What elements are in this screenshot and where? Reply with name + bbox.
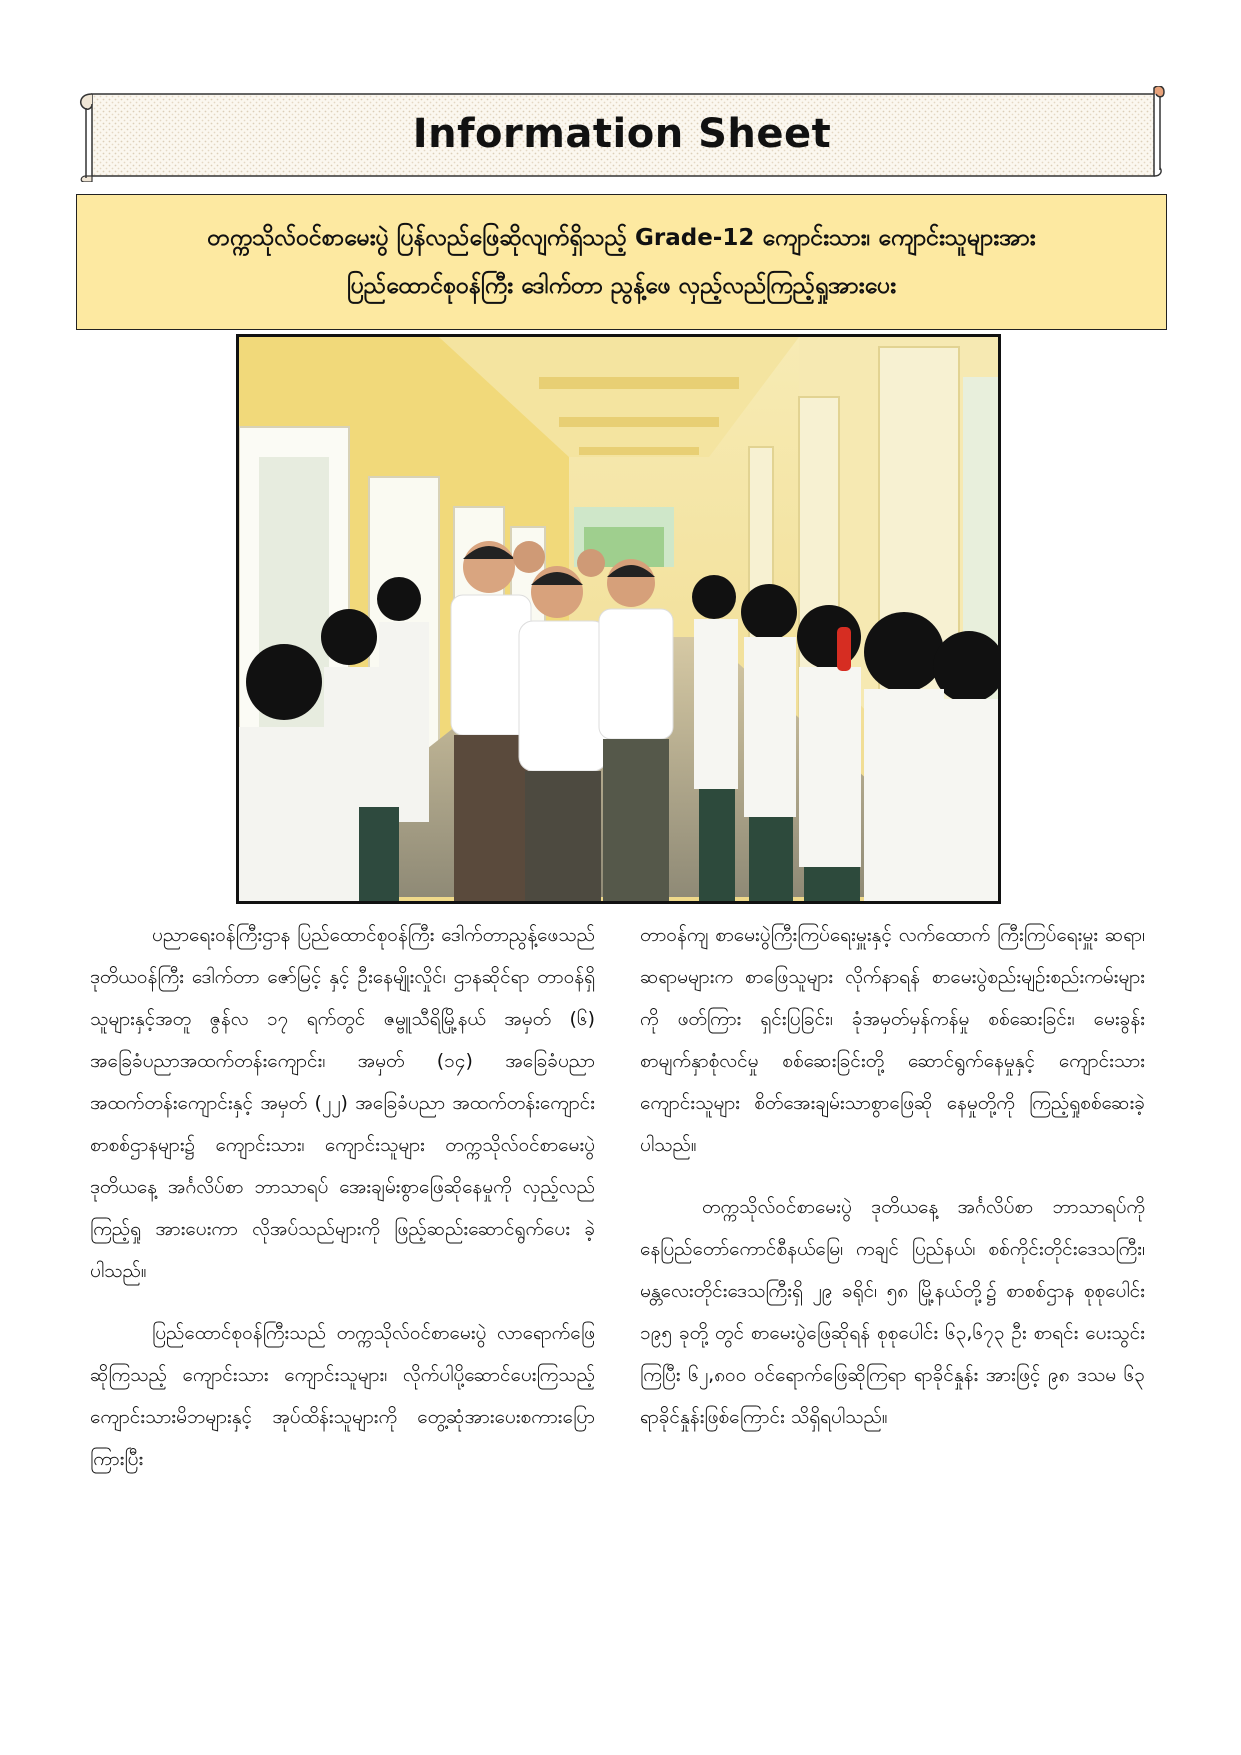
article-column-right [640, 914, 1145, 1458]
headline-line-2: ပြည်ထောင်စုဝန်ကြီး ဒေါက်တာ ညွန့်ဖေ လှည့်လည်ကြည့်ရှုအားပေး [346, 273, 897, 299]
article-column-left [90, 914, 595, 1500]
article-paragraph: တာဝန်ကျ စာမေးပွဲကြီးကြပ်ရေးမှူးနှင့် လက်ထောက် ကြီးကြပ်ရေးမှူး ဆရာ၊ ဆရာမများက စာဖြေသူများ လိုက်နာရန် စာမေးပွဲစည်းမျဉ်းစည်းကမ်းများကို ဖတ်ကြား ရှင်းပြခြင်း၊ ခုံအမှတ်မှန်ကန်မှု စစ်ဆေးခြင်း၊ မေးခွန်း စာမျက်နှာစုံလင်မှု စစ်ဆေးခြင်းတို့ ဆောင်ရွက်နေမှုနှင့် ကျောင်းသား ကျောင်းသူများ စိတ်အေးချမ်းသာစွာဖြေဆို နေမှုတို့ကို ကြည့်ရှုစစ်ဆေးခဲ့ပါသည်။ [640, 924, 1145, 1156]
article-paragraph: ပညာရေးဝန်ကြီးဌာန ပြည်ထောင်စုဝန်ကြီး ဒေါက်တာညွန့်ဖေသည် ဒုတိယဝန်ကြီး ဒေါက်တာ ဇော်မြင့် နှင့် ဦးနေမျိုးလှိုင်၊ ဌာနဆိုင်ရာ တာဝန်ရှိသူများနှင့်အတူ ဇွန်လ ၁၇ ရက်တွင် ဇမ္ဗူသီရိမြို့နယ် အမှတ် (၆) အခြေခံပညာအထက်တန်းကျောင်း၊ အမှတ် (၁၄) အခြေခံပညာ အထက်တန်းကျောင်းနှင့် အမှတ် (၂၂) အခြေခံပညာ အထက်တန်းကျောင်း စာစစ်ဌာနများ၌ ကျောင်းသား၊ ကျောင်းသူများ တက္ကသိုလ်ဝင်စာမေးပွဲ ဒုတိယနေ့ အင်္ဂလိပ်စာ ဘာသာရပ် အေးချမ်းစွာဖြေဆိုနေမှုကို လှည့်လည်ကြည့်ရှု အားပေးကာ လိုအပ်သည်များကို ဖြည့်ဆည်းဆောင်ရွက်ပေး ခဲ့ပါသည်။ [90, 924, 595, 1282]
title-banner [78, 86, 1166, 182]
corridor-scene-illustration [239, 337, 998, 901]
news-photo [236, 334, 1001, 904]
headline-line-1: တက္ကသိုလ်ဝင်စာမေးပွဲ ပြန်လည်ဖြေဆိုလျက်ရှိသည့် Grade-12 ကျောင်းသား၊ ကျောင်းသူများအား [207, 225, 1036, 251]
article-paragraph: တက္ကသိုလ်ဝင်စာမေးပွဲ ဒုတိယနေ့ အင်္ဂလိပ်စာ ဘာသာရပ်ကို နေပြည်တော်ကောင်စီနယ်မြေ၊ ကချင် ပြည်နယ်၊ စစ်ကိုင်းတိုင်းဒေသကြီး၊ မန္တလေးတိုင်းဒေသကြီးရှိ ၂၉ ခရိုင်၊ ၅၈ မြို့နယ်တို့၌ စာစစ်ဌာန စုစုပေါင်း ၁၉၅ ခုတို့ တွင် စာမေးပွဲဖြေဆိုရန် စုစုပေါင်း ၆၃,၆၇၃ ဦး စာရင်း ပေးသွင်းကြပြီး ၆၂,၈၀၀ ဝင်ရောက်ဖြေဆိုကြရာ ရာခိုင်နှုန်း အားဖြင့် ၉၈ ဒသမ ၆၃ ရာခိုင်နှုန်းဖြစ်ကြောင်း သိရှိရပါသည်။ [640, 1196, 1145, 1428]
article-paragraph: ပြည်ထောင်စုဝန်ကြီးသည် တက္ကသိုလ်ဝင်စာမေးပွဲ လာရောက်ဖြေဆိုကြသည့် ကျောင်းသား ကျောင်းသူများ၊ လိုက်ပါပို့ဆောင်ပေးကြသည့် ကျောင်းသားမိဘများနှင့် အုပ်ထိန်းသူများကို တွေ့ဆုံအားပေးစကားပြောကြားပြီး [90, 1322, 595, 1470]
page-title: Information Sheet [412, 111, 832, 157]
headline-box [76, 194, 1167, 330]
